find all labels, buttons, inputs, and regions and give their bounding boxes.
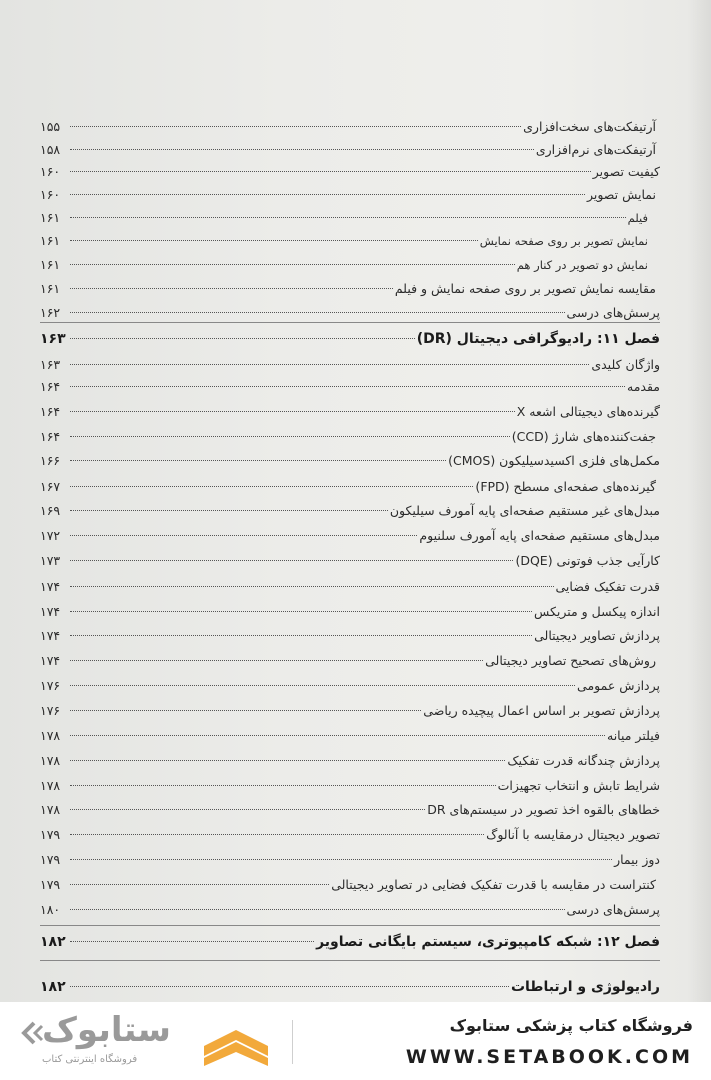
toc-entry-title: فیلم xyxy=(627,211,648,225)
dot-leader xyxy=(70,510,388,511)
toc-entry-title: نمایش تصویر xyxy=(586,187,656,202)
toc-page-number: ۱۶۷ xyxy=(40,479,61,494)
toc-entry-title: نمایش دو تصویر در کنار هم xyxy=(516,258,648,272)
toc-entry-row xyxy=(40,478,660,496)
toc-entry-title: گیرنده‌های صفحه‌ای مسطح (FPD) xyxy=(475,479,656,494)
toc-entry-row xyxy=(40,141,660,159)
toc-entry-title: نمایش تصویر بر روی صفحه نمایش xyxy=(479,234,648,248)
dot-leader xyxy=(70,411,515,412)
store-name: فروشگاه کتاب پزشکی ستابوک xyxy=(449,1016,693,1035)
toc-page-number: ۱۷۳ xyxy=(40,553,61,568)
toc-chapter-row xyxy=(40,978,660,996)
dot-leader xyxy=(70,171,591,172)
store-footer xyxy=(0,1002,711,1080)
dot-leader xyxy=(70,760,505,761)
toc-page-number: ۱۷۶ xyxy=(40,703,61,718)
toc-entry-title: کنتراست در مقایسه با قدرت تفکیک فضایی در تصاویر دیجیتالی xyxy=(331,877,656,892)
toc-entry-row xyxy=(40,280,660,298)
toc-entry-title: مبدل‌های غیر مستقیم صفحه‌ای پایه آمورف سیلیکون xyxy=(389,503,660,518)
dot-leader xyxy=(70,486,473,487)
logo-wordmark: ستابوک xyxy=(42,1010,171,1050)
dot-leader xyxy=(70,264,515,265)
toc-entry-title: رادیولوژی و ارتباطات xyxy=(510,979,660,995)
toc-entry-row xyxy=(40,452,660,470)
toc-entry-row xyxy=(40,163,660,181)
toc-page-number: ۱۶۳ xyxy=(40,357,61,372)
toc-entry-title: فصل ۱۱: رادیوگرافی دیجیتال (DR) xyxy=(416,331,660,347)
logo-tagline: فروشگاه اینترنتی کتاب xyxy=(42,1054,138,1065)
toc-entry-title: فصل ۱۲: شبکه کامپیوتری، سیستم بایگانی تصاویر xyxy=(316,934,660,950)
dot-leader xyxy=(70,149,534,150)
toc-entry-title: دوز بیمار xyxy=(614,852,660,867)
dot-leader xyxy=(70,126,521,127)
toc-entry-title: مکمل‌های فلزی اکسیدسیلیکون (CMOS) xyxy=(448,453,660,468)
dot-leader xyxy=(70,941,314,942)
toc-entry-title: شرایط تابش و انتخاب تجهیزات xyxy=(497,778,660,793)
toc-page-number: ۱۷۸ xyxy=(40,802,61,817)
toc-entry-row xyxy=(40,652,660,670)
toc-entry-row xyxy=(40,428,660,446)
toc-entry-title: کیفیت تصویر xyxy=(592,164,660,179)
toc-page-number: ۱۷۹ xyxy=(40,877,61,892)
dot-leader xyxy=(70,460,446,461)
toc-entry-title: پردازش تصویر بر اساس اعمال پیچیده ریاضی xyxy=(423,703,660,718)
dot-leader xyxy=(70,909,565,910)
chapter-separator xyxy=(40,322,660,323)
dot-leader xyxy=(70,386,625,387)
dot-leader xyxy=(70,710,421,711)
toc-page-number: ۱۷۲ xyxy=(40,528,61,543)
toc-entry-row xyxy=(40,304,660,322)
toc-page-number: ۱۷۶ xyxy=(40,678,61,693)
toc-page-number: ۱۶۴ xyxy=(40,379,61,394)
toc-entry-row xyxy=(40,851,660,869)
toc-entry-title: مقدمه xyxy=(627,379,660,394)
toc-entry-row xyxy=(40,826,660,844)
toc-entry-title: مبدل‌های مستقیم صفحه‌ای پایه آمورف سلنیوم xyxy=(419,528,660,543)
dot-leader xyxy=(70,560,513,561)
toc-entry-title: خطاهای بالقوه اخذ تصویر در سیستم‌های DR xyxy=(427,802,660,817)
dot-leader xyxy=(70,364,589,365)
toc-page-number: ۱۶۰ xyxy=(40,164,61,179)
toc-entry-title: پرسش‌های درسی xyxy=(566,305,660,320)
toc-entry-title: کارآیی جذب فوتونی (DQE) xyxy=(515,553,660,568)
dot-leader xyxy=(70,535,417,536)
toc-page-number: ۱۷۸ xyxy=(40,778,61,793)
toc-entry-row xyxy=(40,876,660,894)
toc-page-number: ۱۶۴ xyxy=(40,404,61,419)
dot-leader xyxy=(70,884,329,885)
toc-entry-title: پردازش چندگانه قدرت تفکیک xyxy=(507,753,660,768)
toc-entry-row xyxy=(40,627,660,645)
dot-leader xyxy=(70,986,509,987)
chapter-separator xyxy=(40,960,660,961)
toc-page-number: ۱۶۲ xyxy=(40,305,61,320)
footer-divider xyxy=(292,1020,293,1064)
toc-entry-title: پردازش عمومی xyxy=(577,678,660,693)
toc-entry-row xyxy=(40,118,660,136)
toc-page-number: ۱۶۹ xyxy=(40,503,61,518)
dot-leader xyxy=(70,611,532,612)
toc-entry-row xyxy=(40,777,660,795)
toc-page-number: ۱۶۰ xyxy=(40,187,61,202)
toc-entry-title: پرسش‌های درسی xyxy=(566,902,660,917)
toc-page-number: ۱۷۴ xyxy=(40,653,61,668)
toc-page-number: ۱۶۱ xyxy=(40,233,61,248)
toc-entry-title: مقایسه نمایش تصویر بر روی صفحه نمایش و فیلم xyxy=(394,281,656,296)
toc-entry-title: تصویر دیجیتال درمقایسه با آنالوگ xyxy=(486,827,660,842)
toc-entry-row xyxy=(40,901,660,919)
dot-leader xyxy=(70,859,612,860)
toc-entry-row xyxy=(40,603,660,621)
dot-leader xyxy=(70,785,496,786)
dot-leader xyxy=(70,194,585,195)
dot-leader xyxy=(70,735,605,736)
toc-page-number: ۱۵۸ xyxy=(40,142,61,157)
toc-entry-row xyxy=(40,256,660,274)
toc-page-number: ۱۷۸ xyxy=(40,728,61,743)
toc-entry-title: آرتیفکت‌های سخت‌افزاری xyxy=(523,119,656,134)
dot-leader xyxy=(70,685,575,686)
toc-page-number: ۱۷۹ xyxy=(40,827,61,842)
chevron-left-icon xyxy=(18,1020,44,1046)
toc-page-number: ۱۸۲ xyxy=(40,979,66,995)
toc-page-number: ۱۷۴ xyxy=(40,579,61,594)
dot-leader xyxy=(70,240,478,241)
toc-entry-title: گیرنده‌های دیجیتالی اشعه X xyxy=(516,404,660,419)
toc-entry-row xyxy=(40,403,660,421)
dot-leader xyxy=(70,660,483,661)
toc-entry-title: فیلتر میانه xyxy=(607,728,660,743)
toc-page-number: ۱۸۲ xyxy=(40,934,66,950)
dot-leader xyxy=(70,312,565,313)
toc-page-number: ۱۷۴ xyxy=(40,628,61,643)
toc-page-number: ۱۶۴ xyxy=(40,429,61,444)
toc-entry-row xyxy=(40,527,660,545)
store-url[interactable]: WWW.SETABOOK.COM xyxy=(405,1046,693,1068)
page-edge-shadow xyxy=(687,0,711,1002)
toc-entry-title: واژگان کلیدی xyxy=(591,357,660,372)
dot-leader xyxy=(70,288,393,289)
toc-entry-row xyxy=(40,677,660,695)
toc-page-number: ۱۶۱ xyxy=(40,257,61,272)
toc-page-number: ۱۶۱ xyxy=(40,281,61,296)
toc-entry-row xyxy=(40,502,660,520)
toc-entry-row xyxy=(40,702,660,720)
dot-leader xyxy=(70,436,510,437)
toc-entry-row xyxy=(40,378,660,396)
dot-leader xyxy=(70,635,532,636)
toc-entry-title: روش‌های تصحیح تصاویر دیجیتالی xyxy=(485,653,656,668)
toc-page-number: ۱۶۳ xyxy=(40,331,66,347)
toc-entry-row xyxy=(40,578,660,596)
toc-entry-title: آرتیفکت‌های نرم‌افزاری xyxy=(535,142,656,157)
toc-entry-row xyxy=(40,232,660,250)
chapter-separator xyxy=(40,925,660,926)
toc-entry-title: پردازش تصاویر دیجیتالی xyxy=(534,628,660,643)
toc-page-number: ۱۸۰ xyxy=(40,902,61,917)
toc-entry-row xyxy=(40,752,660,770)
dot-leader xyxy=(70,217,626,218)
dot-leader xyxy=(70,338,415,339)
toc-chapter-row xyxy=(40,330,660,348)
toc-page-number: ۱۵۵ xyxy=(40,119,61,134)
toc-entry-title: اندازه پیکسل و متریکس xyxy=(534,604,660,619)
toc-page-number: ۱۶۶ xyxy=(40,453,61,468)
toc-page-number: ۱۶۱ xyxy=(40,210,61,225)
dot-leader xyxy=(70,809,425,810)
toc-page-number: ۱۷۸ xyxy=(40,753,61,768)
toc-entry-title: قدرت تفکیک فضایی xyxy=(555,579,660,594)
toc-chapter-row xyxy=(40,933,660,951)
toc-entry-row xyxy=(40,552,660,570)
setabook-logo-icon xyxy=(200,1016,272,1068)
dot-leader xyxy=(70,834,484,835)
toc-page-number: ۱۷۴ xyxy=(40,604,61,619)
toc-entry-row xyxy=(40,186,660,204)
toc-entry-title: جفت‌کننده‌های شارژ (CCD) xyxy=(511,429,656,444)
toc-entry-row xyxy=(40,356,660,374)
toc-page-number: ۱۷۹ xyxy=(40,852,61,867)
toc-entry-row xyxy=(40,727,660,745)
toc-entry-row xyxy=(40,801,660,819)
toc-entry-row xyxy=(40,209,660,227)
dot-leader xyxy=(70,586,554,587)
